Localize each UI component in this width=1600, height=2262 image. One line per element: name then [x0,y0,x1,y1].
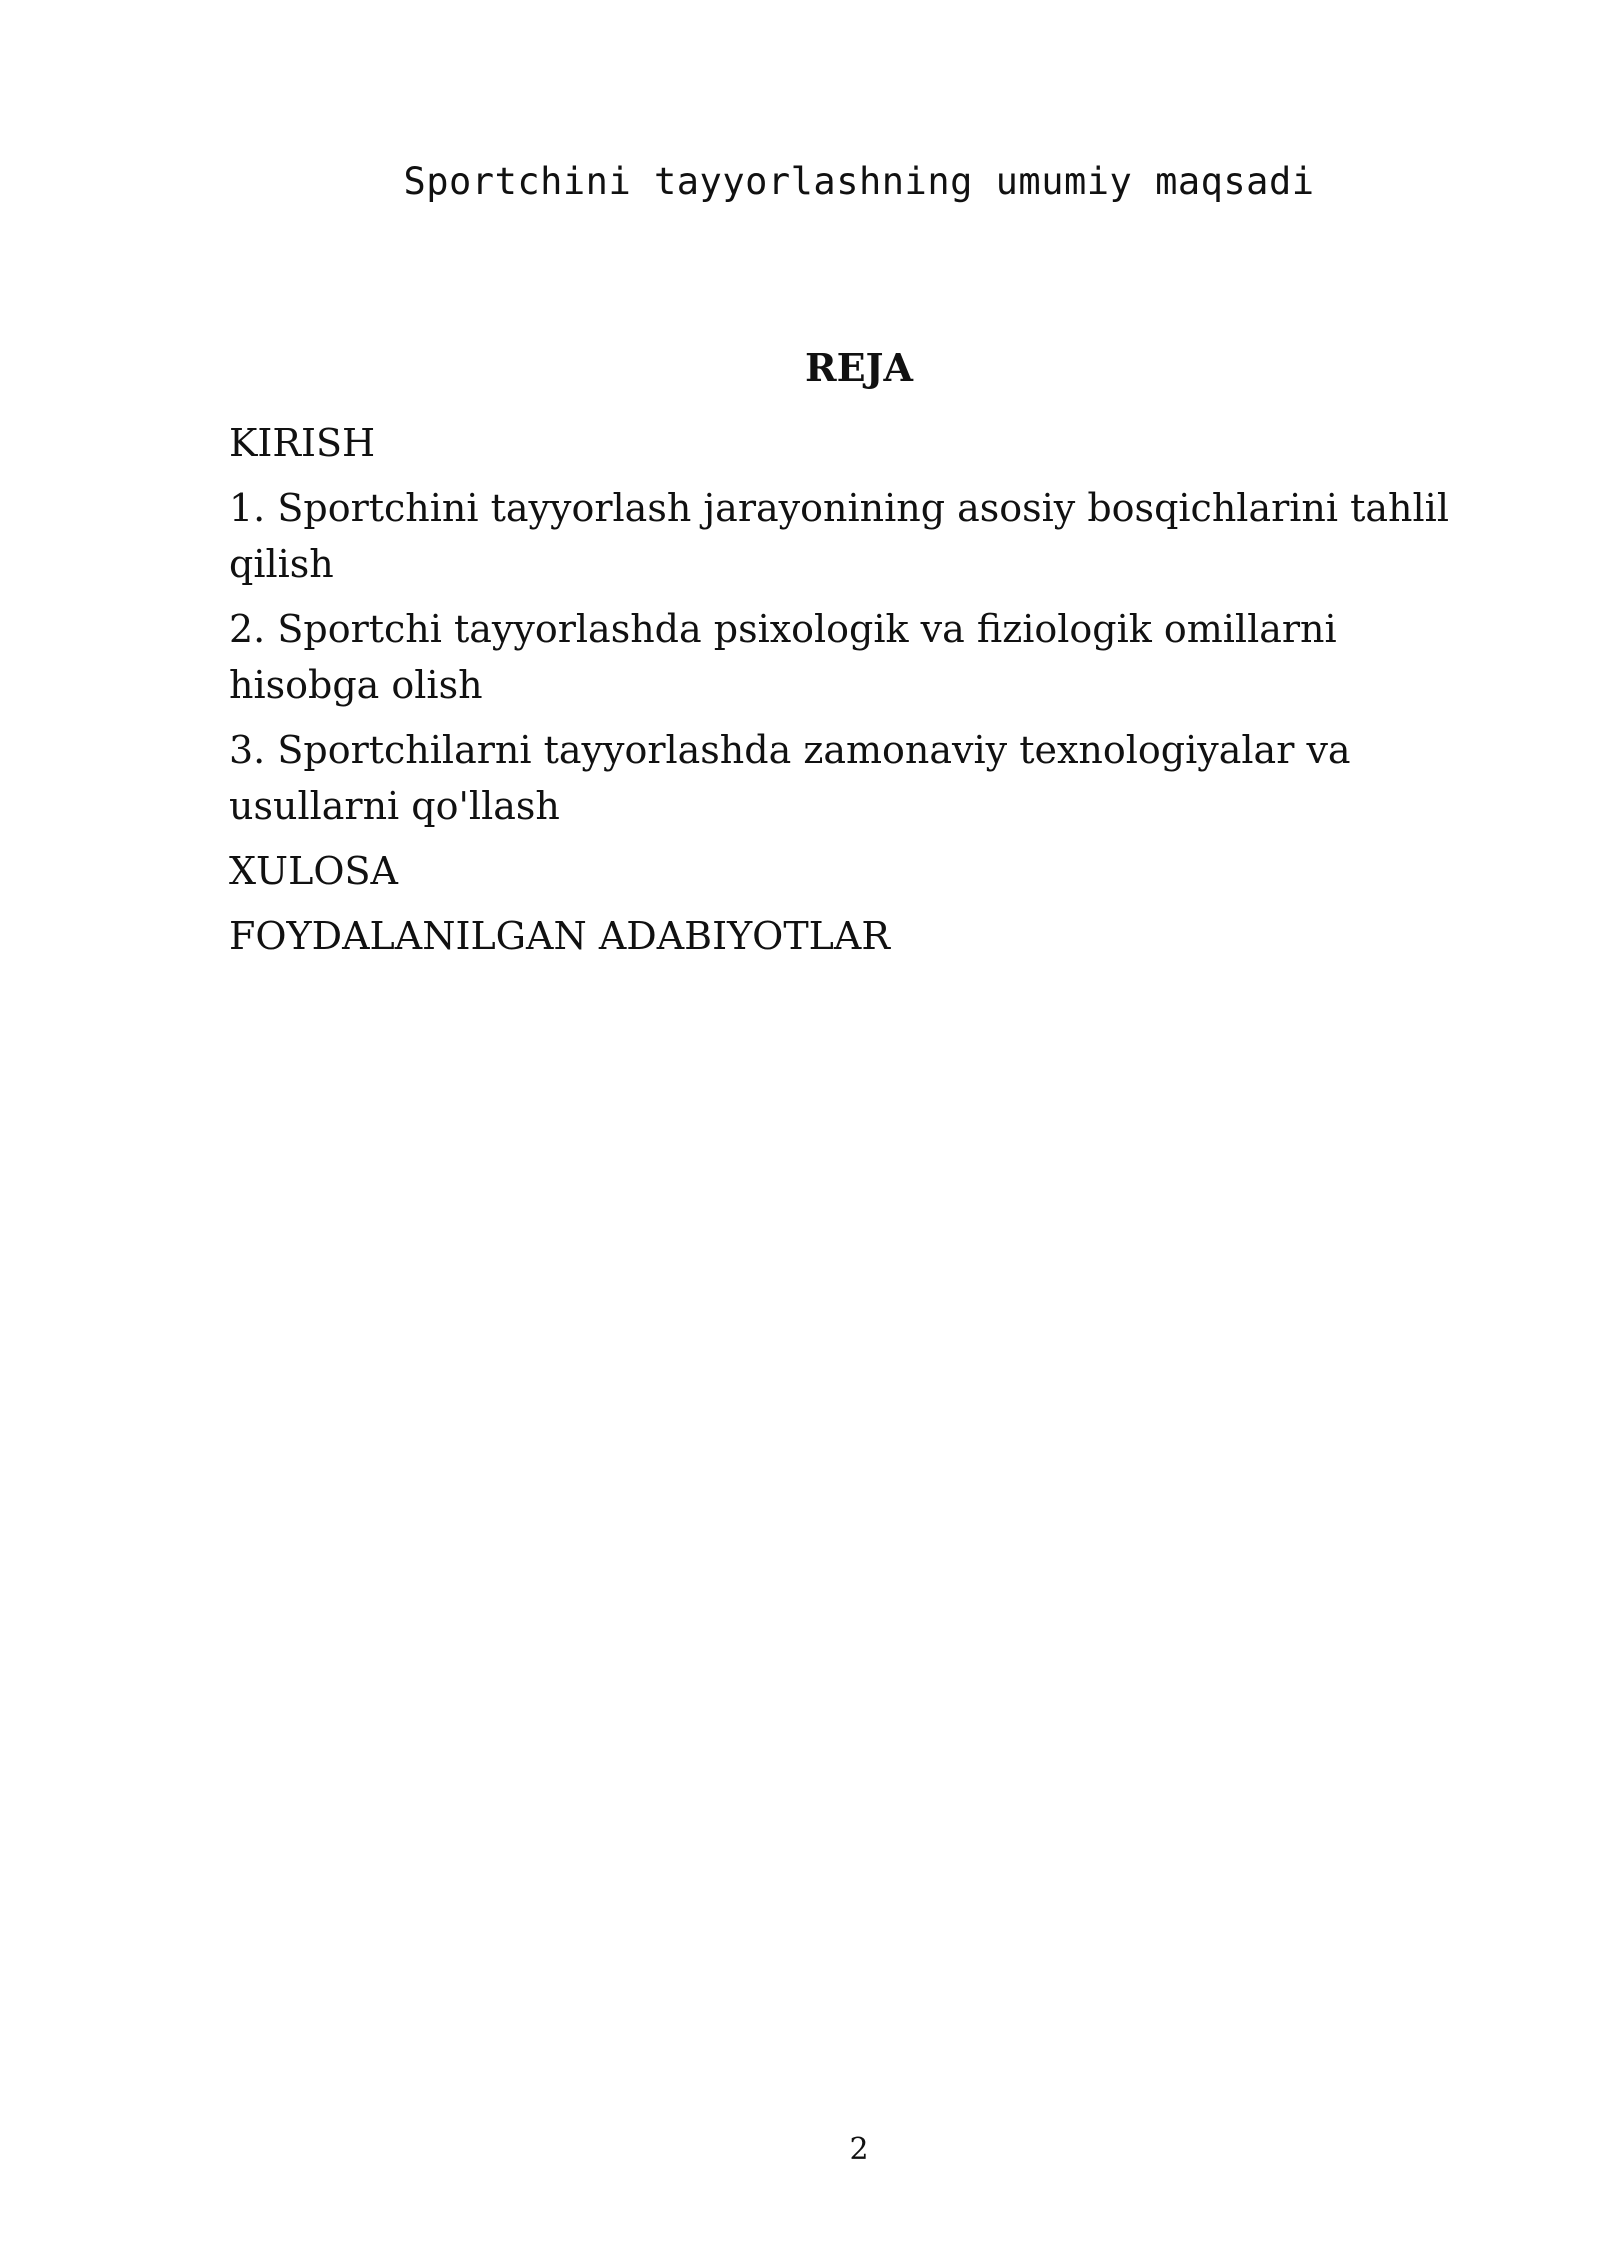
plan-item-references: FOYDALANILGAN ADABIYOTLAR [229,914,890,958]
page-number: 2 [849,2132,869,2167]
plan-item-3: 3. Sportchilarni tayyorlashda zamonaviy texnologiyalar va usullarni qo'llash [229,728,1351,828]
plan-item-1: 1. Sportchini tayyorlash jarayonining asosiy bosqichlarini tahlil qilish [229,486,1449,586]
plan-item-conclusion: XULOSA [229,849,398,893]
plan-heading: REJA [804,345,913,390]
document-title: Sportchini tayyorlashning umumiy maqsadi [403,160,1315,203]
plan-item-2: 2. Sportchi tayyorlashda psixologik va fiziologik omillarni hisobga olish [229,607,1337,707]
plan-item-introduction: KIRISH [229,421,376,465]
plan-list [229,415,1459,973]
